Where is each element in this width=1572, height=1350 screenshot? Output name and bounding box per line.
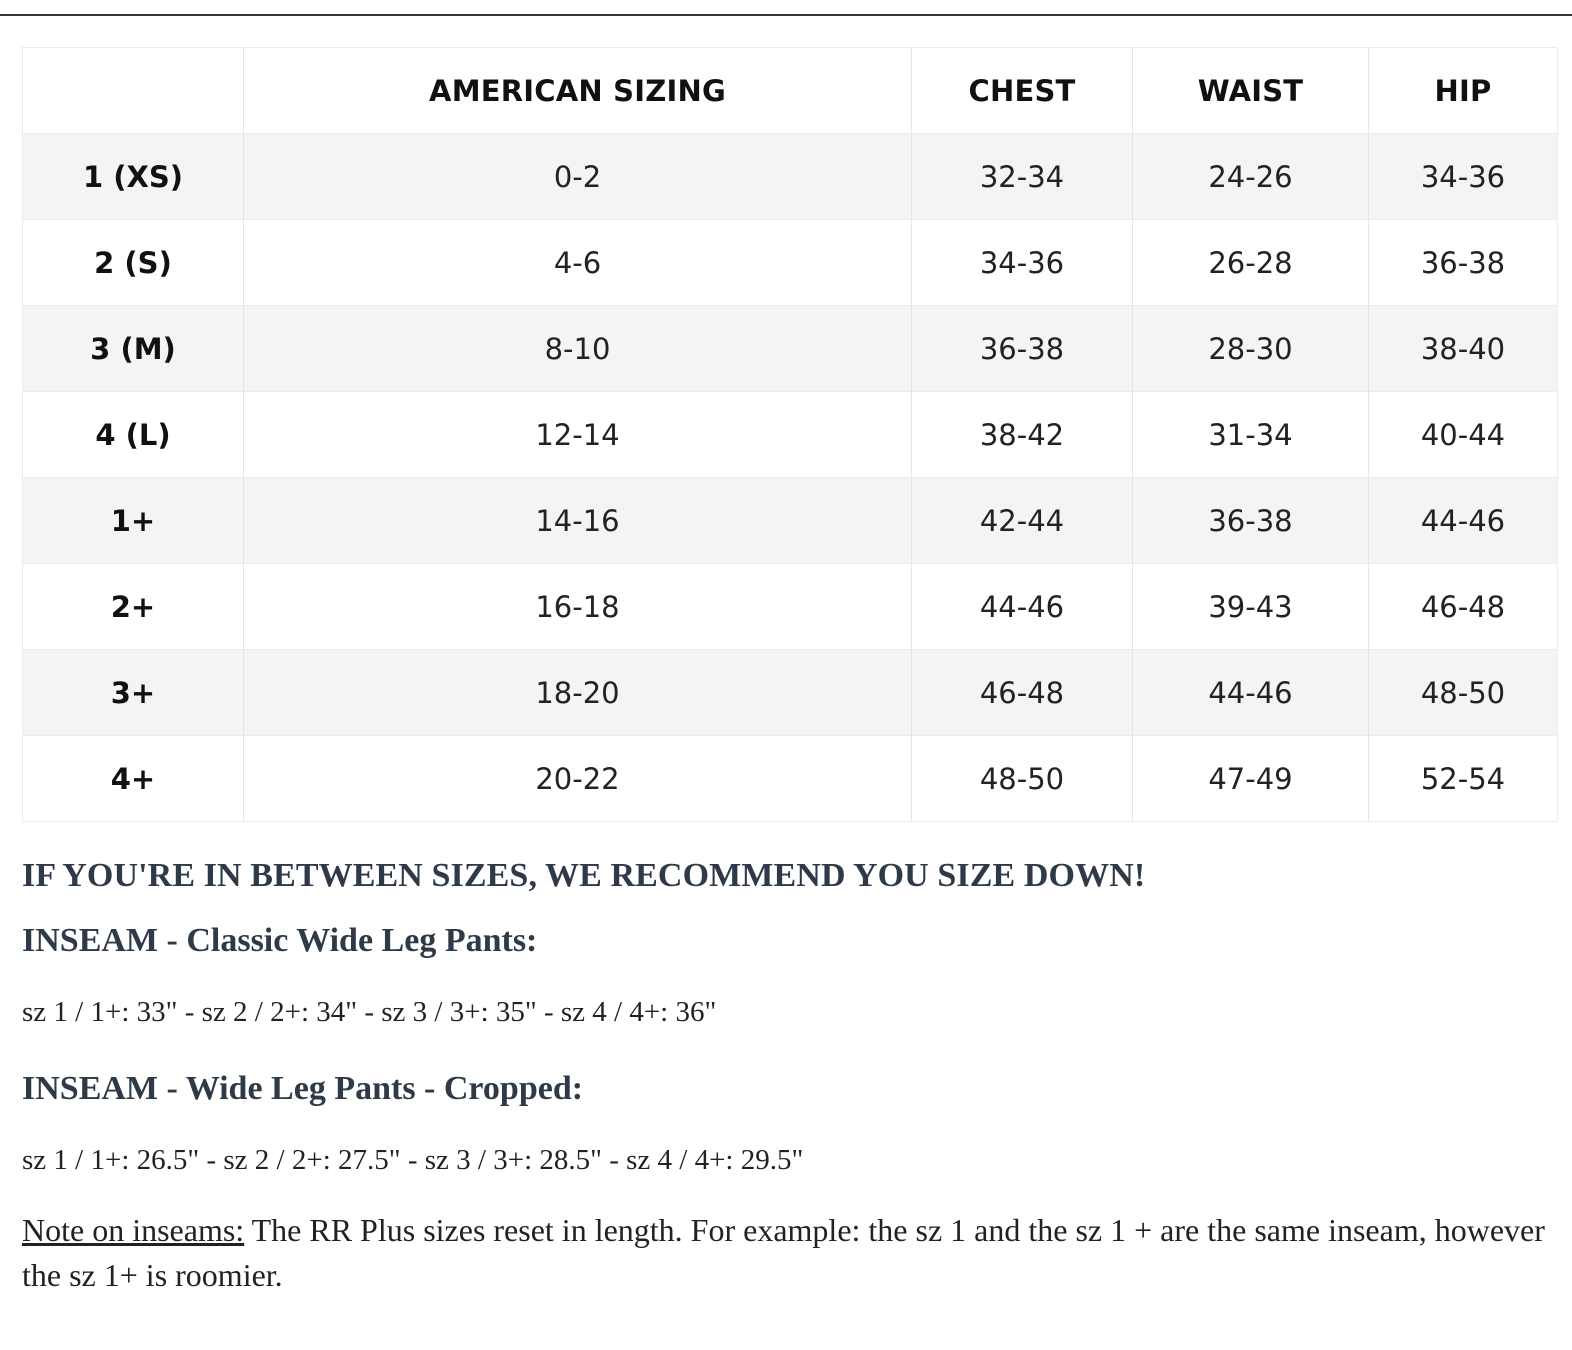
chest-cell: 44-46 — [912, 564, 1133, 650]
table-row — [23, 392, 1558, 478]
header-american-sizing: AMERICAN SIZING — [244, 48, 912, 134]
hip-cell: 44-46 — [1369, 478, 1558, 564]
american-sizing-cell: 0-2 — [244, 134, 912, 220]
classic-inseam-heading: INSEAM - Classic Wide Leg Pants: — [22, 922, 538, 959]
size-cell: 1+ — [23, 478, 244, 564]
table-header-row — [23, 48, 1558, 134]
waist-cell: 44-46 — [1133, 650, 1369, 736]
chest-cell: 34-36 — [912, 220, 1133, 306]
chest-cell: 42-44 — [912, 478, 1133, 564]
header-waist: WAIST — [1133, 48, 1369, 134]
american-sizing-cell: 14-16 — [244, 478, 912, 564]
size-cell: 4+ — [23, 736, 244, 822]
inseam-note — [22, 1208, 1552, 1298]
waist-cell: 28-30 — [1133, 306, 1369, 392]
waist-cell: 47-49 — [1133, 736, 1369, 822]
table-row — [23, 650, 1558, 736]
hip-cell: 36-38 — [1369, 220, 1558, 306]
size-cell: 2+ — [23, 564, 244, 650]
cropped-inseam-heading: INSEAM - Wide Leg Pants - Cropped: — [22, 1070, 584, 1107]
hip-cell: 40-44 — [1369, 392, 1558, 478]
table-row — [23, 134, 1558, 220]
chest-cell: 48-50 — [912, 736, 1133, 822]
table-row — [23, 478, 1558, 564]
header-hip: HIP — [1369, 48, 1558, 134]
hip-cell: 52-54 — [1369, 736, 1558, 822]
waist-cell: 31-34 — [1133, 392, 1369, 478]
header-size — [23, 48, 244, 134]
size-cell: 3 (M) — [23, 306, 244, 392]
hip-cell: 48-50 — [1369, 650, 1558, 736]
size-cell: 3+ — [23, 650, 244, 736]
cropped-inseam-values: sz 1 / 1+: 26.5" - sz 2 / 2+: 27.5" - sz 3 / 3+: 28.5" - sz 4 / 4+: 29.5" — [22, 1144, 804, 1176]
size-cell: 1 (XS) — [23, 134, 244, 220]
hip-cell: 46-48 — [1369, 564, 1558, 650]
american-sizing-cell: 18-20 — [244, 650, 912, 736]
size-chart-table — [22, 47, 1558, 822]
table-row — [23, 306, 1558, 392]
size-cell: 4 (L) — [23, 392, 244, 478]
chest-cell: 46-48 — [912, 650, 1133, 736]
chest-cell: 32-34 — [912, 134, 1133, 220]
table-row — [23, 564, 1558, 650]
table-row — [23, 220, 1558, 306]
waist-cell: 26-28 — [1133, 220, 1369, 306]
sizing-notes — [22, 848, 1552, 1298]
american-sizing-cell: 12-14 — [244, 392, 912, 478]
waist-cell: 36-38 — [1133, 478, 1369, 564]
hip-cell: 34-36 — [1369, 134, 1558, 220]
header-chest: CHEST — [912, 48, 1133, 134]
american-sizing-cell: 8-10 — [244, 306, 912, 392]
american-sizing-cell: 16-18 — [244, 564, 912, 650]
inseam-note-label: Note on inseams: — [22, 1212, 245, 1248]
waist-cell: 39-43 — [1133, 564, 1369, 650]
size-down-recommendation: IF YOU'RE IN BETWEEN SIZES, WE RECOMMEND YOU SIZE DOWN! — [22, 857, 1146, 894]
waist-cell: 24-26 — [1133, 134, 1369, 220]
table-row — [23, 736, 1558, 822]
classic-inseam-values: sz 1 / 1+: 33" - sz 2 / 2+: 34" - sz 3 / 3+: 35" - sz 4 / 4+: 36" — [22, 996, 717, 1028]
top-divider — [0, 14, 1572, 16]
chest-cell: 36-38 — [912, 306, 1133, 392]
american-sizing-cell: 20-22 — [244, 736, 912, 822]
size-cell: 2 (S) — [23, 220, 244, 306]
hip-cell: 38-40 — [1369, 306, 1558, 392]
chest-cell: 38-42 — [912, 392, 1133, 478]
american-sizing-cell: 4-6 — [244, 220, 912, 306]
inseam-note-text: The RR Plus sizes reset in length. For example: the sz 1 and the sz 1 + are the same inseam, however the sz 1+ is roomier. — [22, 1212, 1545, 1293]
